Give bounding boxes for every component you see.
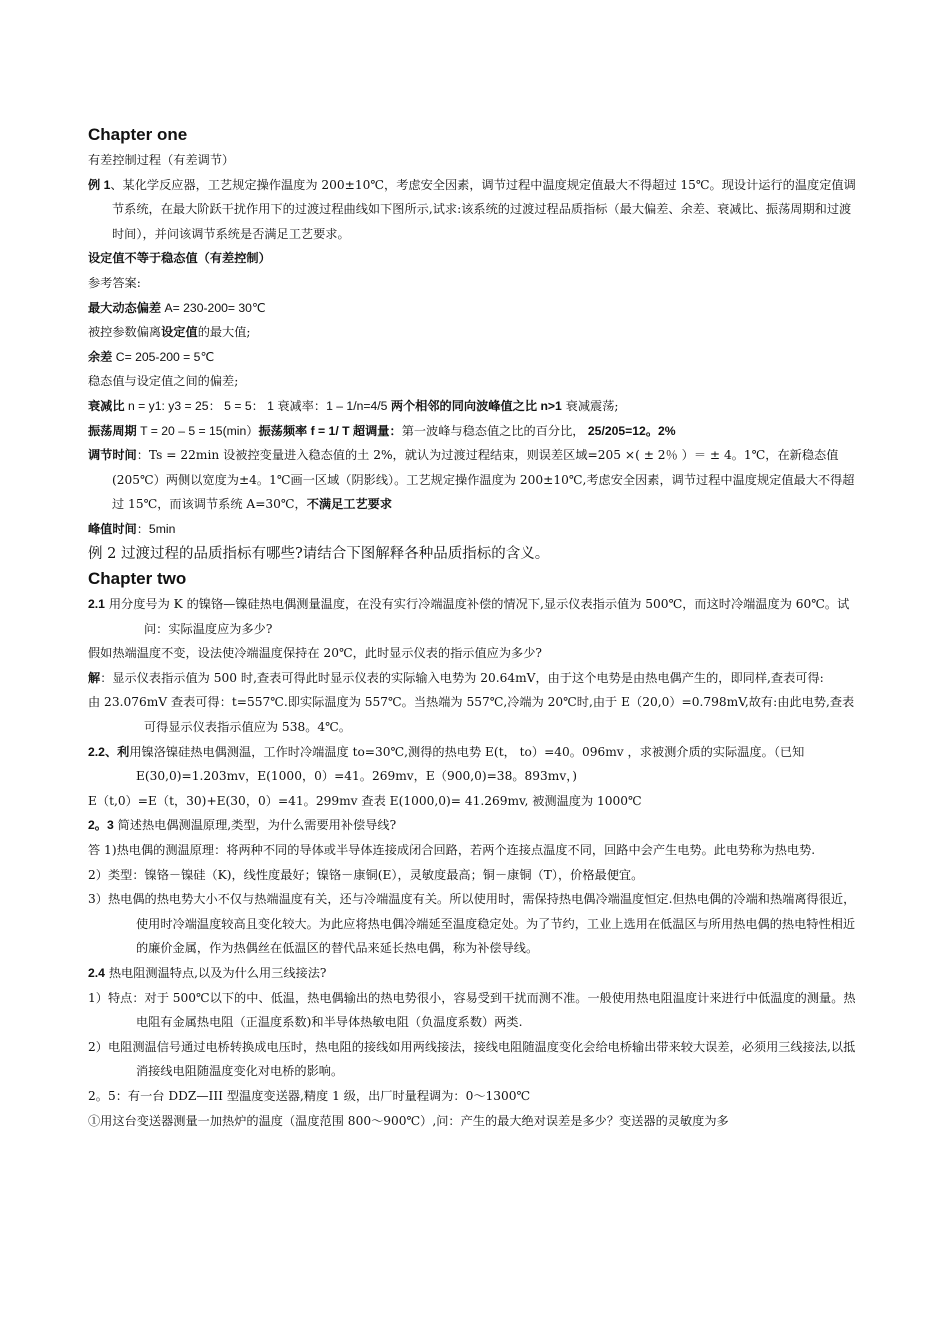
- question-2-4-label: 2.4: [88, 966, 105, 980]
- solution-label: 解: [88, 670, 101, 685]
- example-1-label: 例 1: [88, 177, 111, 192]
- question-2-4-text: 热电阻测温特点,以及为什么用三线接法?: [104, 966, 327, 980]
- solution-paragraph: [88, 666, 858, 691]
- decay-ratio-tail: 衰减震荡;: [561, 398, 619, 413]
- answer-2-3-part2: 2）类型：镍铬－镍硅（K)，线性度最好；镍铬－康铜(E），灵敏度最高；铜－康铜（T），价格最便宜。: [88, 867, 644, 882]
- oscillation-period-label: 振荡周期: [88, 423, 137, 438]
- peak-time-label: 峰值时间: [88, 521, 137, 536]
- settling-time-conclusion: 不满足工艺要求: [306, 497, 393, 512]
- document-body: [88, 122, 858, 1133]
- example-1-paragraph: [88, 173, 858, 247]
- question-2-2: [88, 740, 858, 789]
- answer-2-3-part1: 答 1)热电偶的测温原理：将两种不同的导体或半导体连接成闭合回路，若两个连接点温度不同，回路中会产生电势。此电势称为热电势.: [88, 843, 816, 858]
- solution-text: ：显示仪表指示值为 500 时,查表可得此时显示仪表的实际输入电势为 20.64mV，由于这个电势是由热电偶产生的，即同样,查表可得:: [100, 670, 824, 685]
- question-2-1-text: 用分度号为 K 的镍铬—镍硅热电偶测量温度，在没有实行冷端温度补偿的情况下,显示仪表指示值为 500℃，而这时冷端温度为 60℃。试问：实际温度应为多少?: [104, 597, 850, 636]
- question-2-2-calc: E（t,0）=E（t，30)+E(30，0）=41。299mv 查表 E(1000,0)= 41.269mv, 被测温度为 1000℃: [88, 793, 642, 808]
- max-deviation-desc-text: 被控参数偏离: [88, 325, 162, 340]
- residual-value: C= 205-200 = 5℃: [112, 349, 215, 364]
- question-2-1: [88, 592, 858, 641]
- residual-line: [88, 345, 858, 370]
- answer-2-4-part1: 1）特点：对于 500℃以下的中、低温，热电偶输出的热电势很小，容易受到干扰而测不准。一般使用热电阻温度计来进行中低温度的测量。热电阻有金属热电阻（正温度系数)和半导体热敏电阻（负温度系数）两类.: [88, 990, 856, 1030]
- chapter-one-heading: Chapter one: [88, 125, 188, 144]
- chapter-two-heading: Chapter two: [88, 569, 187, 589]
- overshoot-value: 25/205=12。2%: [584, 423, 676, 438]
- max-deviation-desc: [88, 320, 858, 345]
- question-2-3-label: 2。3: [88, 818, 114, 833]
- answer-2-3-part3: 3）热电偶的热电势大小不仅与热端温度有关，还与冷端温度有关。所以使用时，需保持热电偶冷端温度恒定.但热电偶的冷端和热端离得很近，使用时冷端温度较高且变化较大。为此应将热电偶冷端延至温度稳定处。为了节约，工业上选用在低温区与所用热电偶的热电特性相近的廉价金属，作为热偶丝在低温区的替代品来延长热电偶，称为补偿导线。: [88, 892, 856, 956]
- example-1-text: 、某化学反应器，工艺规定操作温度为 200±10℃，考虑安全因素，调节过程中温度规定值最大不得超过 15℃。现设计运行的温度定值调节系统，在最大阶跃干扰作用下的过渡过程曲线如下图所示,试求:该系统的过渡过程品质指标（最大偏差、余差、衰减比、振荡周期和过渡时间），并问该调节系统是否满足工艺要求。: [110, 177, 856, 241]
- question-2-5: 2。5：有一台 DDZ—III 型温度变送器,精度 1 级，出厂时量程调为：0～1300℃: [88, 1088, 531, 1103]
- max-deviation-desc-bold: 设定值: [161, 325, 198, 340]
- oscillation-period-value: T = 20 – 5 = 15(min）: [136, 423, 259, 438]
- settling-time-label: 调节时间: [88, 448, 137, 463]
- chapter-one-subtitle: 有差控制过程（有差调节）: [88, 153, 235, 167]
- decay-ratio-label: 衰减比: [88, 398, 125, 413]
- max-deviation-desc-tail: 的最大值;: [197, 325, 251, 340]
- peak-time-value: ：5min: [136, 521, 176, 536]
- question-2-3-text: 简述热电偶测温原理,类型，为什么需要用补偿导线?: [113, 818, 397, 833]
- decay-ratio-value: n = y1: y3 = 25： 5 = 5： 1 衰减率：1 – 1/n=4/5: [124, 398, 391, 413]
- decay-ratio-line: [88, 394, 858, 419]
- overshoot-desc: 第一波峰与稳态值之比的百分比，: [401, 423, 585, 438]
- decay-ratio-bold: 两个相邻的同向波峰值之比 n>1: [390, 398, 562, 413]
- question-2-2-text: 用镍洛镍硅热电偶测温，工作时冷端温度 to=30℃,测得的热电势 E(t， to）=40。096mv ，求被测介质的实际温度。（已知 E(30,0)=1.203mv，E(1000，0）=41。269mv，E（900,0)=38。893mv，): [129, 744, 805, 784]
- oscillation-period-line: [88, 419, 858, 444]
- oscillation-frequency: 振荡频率 f = 1/ T 超调量：: [258, 423, 402, 438]
- max-deviation-label: 最大动态偏差: [88, 300, 162, 315]
- question-2-2-label: 2.2、利: [88, 744, 130, 759]
- solution-paragraph-2: 由 23.076mV 查表可得：t=557℃.即实际温度为 557℃。当热端为 557℃,冷端为 20℃时,由于 E（20,0）=0.798mV,故有:由此电势,查表可得显示仪表指示值应为 538。4℃。: [88, 695, 855, 735]
- residual-desc: 稳态值与设定值之间的偏差;: [88, 374, 239, 389]
- example-2-line: 例 2 过渡过程的品质指标有哪些?请结合下图解释各种品质指标的含义。: [88, 545, 550, 562]
- answer-2-4-part2: 2）电阻测温信号通过电桥转换成电压时，热电阻的接线如用两线接法，接线电阻随温度变化会给电桥输出带来较大误差，必须用三线接法,以抵消接线电阻随温度变化对电桥的影响。: [88, 1039, 856, 1079]
- settling-time-text: ：Ts = 22min 设被控变量进入稳态值的土 2%，就认为过渡过程结束，则误差区域=205 ×( ± 2％ ）＝ ± 4。1℃，在新稳态值(205℃）两侧以宽度为±4。1℃画一区域（阴影线）。工艺规定操作温度为 200±10℃,考虑安全因素，调节过程中温度规定值最大不得超过 15℃，而该调节系统 A=30℃，: [112, 448, 855, 512]
- settling-time-paragraph: [88, 443, 858, 517]
- peak-time-line: [88, 517, 858, 542]
- residual-label: 余差: [88, 349, 113, 364]
- max-deviation-line: [88, 296, 858, 321]
- question-2-3: [88, 813, 858, 838]
- setpoint-note: 设定值不等于稳态值（有差控制）: [88, 251, 271, 266]
- question-2-5-item-1: ①用这台变送器测量一加热炉的温度（温度范围 800～900℃）,问：产生的最大绝对误差是多少？变送器的灵敏度为多: [88, 1113, 729, 1128]
- question-2-1-label: 2.1: [88, 597, 105, 612]
- question-2-4: [88, 961, 858, 986]
- reference-answer-label: 参考答案:: [88, 275, 141, 290]
- question-2-1-part2: 假如热端温度不变，设法使冷端温度保持在 20℃，此时显示仪表的指示值应为多少?: [88, 646, 542, 661]
- max-deviation-value: A= 230-200= 30℃: [161, 300, 266, 315]
